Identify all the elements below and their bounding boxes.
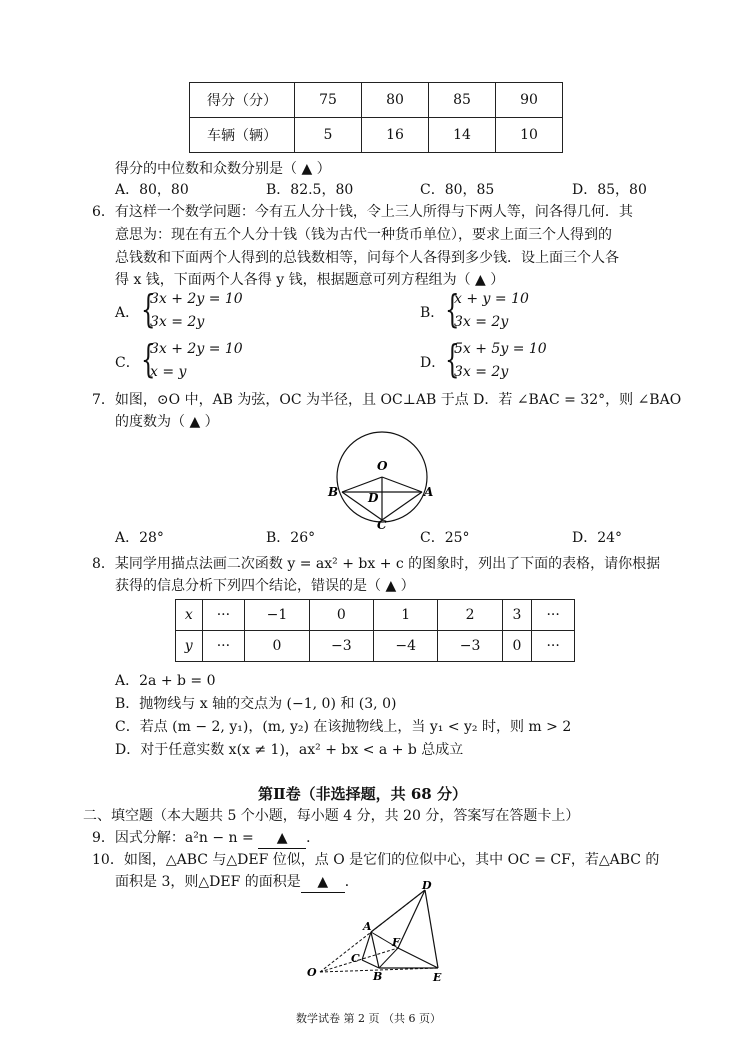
brace-icon: { — [141, 337, 156, 381]
side-bc — [362, 960, 379, 968]
label-a: A — [363, 920, 372, 933]
equation-2: 3x = 2y — [150, 314, 205, 330]
equation-2: 3x = 2y — [454, 364, 509, 380]
table-cell: 5 — [295, 118, 362, 153]
option-label: A． — [115, 305, 140, 321]
table-cell: 0 — [502, 631, 532, 662]
segment-ob — [342, 477, 382, 492]
section-heading: 二、填空题（本大题共 5 个小题，每小题 4 分，共 20 分，答案写在答题卡上） — [83, 808, 580, 824]
label-c: C — [351, 952, 360, 965]
table-cell: 80 — [362, 83, 429, 118]
q6-line-4: 得 x 钱，下面两个人各得 y 钱，根据题意可列方程组为（ ▲ ） — [115, 272, 505, 288]
label-d: D — [422, 880, 432, 892]
q8-option-c: C．若点 (m − 2, y₁)，(m, y₂) 在该抛物线上，当 y₁ < y₂ 时，则 m > 2 — [115, 719, 572, 735]
q8-line-1: 8．某同学用描点法画二次函数 y = ax² + bx + c 的图象时，列出了下面的表格，请你根据 — [92, 556, 661, 572]
homothety-figure — [300, 880, 460, 990]
side-fd — [398, 890, 425, 948]
table-cell: 车辆（辆） — [190, 118, 295, 153]
q5-option-a: A．80，80 — [115, 182, 189, 198]
q7-option-a: A．28° — [115, 530, 164, 546]
segment-oa — [382, 477, 422, 492]
table-cell: 3 — [502, 600, 532, 631]
side-ef — [398, 948, 438, 968]
q9 — [92, 828, 320, 849]
option-label: D． — [420, 355, 446, 371]
label-e: E — [433, 971, 442, 984]
q10-text: 面积是 3，则△DEF 的面积是 — [115, 874, 301, 890]
table-cell: y — [176, 631, 203, 662]
equation-1: 3x + 2y = 10 — [150, 291, 243, 307]
brace-icon: { — [445, 337, 460, 381]
q6-line-2: 意思为：现在有五个人分十钱（钱为古代一种货币单位），要求上面三个人得到的 — [115, 227, 612, 243]
option-label: B． — [420, 305, 445, 321]
equation-2: 3x = 2y — [454, 314, 509, 330]
q8-option-a: A．2a + b = 0 — [115, 673, 216, 689]
table-cell: 16 — [362, 118, 429, 153]
q10-line-1: 10．如图，△ABC 与△DEF 位似，点 O 是它们的位似中心，其中 OC = CF，若△ABC 的 — [92, 852, 660, 868]
equation-2: x = y — [150, 364, 187, 380]
table-cell: 2 — [438, 600, 502, 631]
q9-end: ． — [306, 830, 321, 846]
brace-icon: { — [445, 287, 460, 331]
table-cell: −3 — [309, 631, 373, 662]
side-ab — [371, 932, 379, 968]
q7-line-2: 的度数为（ ▲ ） — [115, 414, 219, 430]
page-footer: 数学试卷 第 2 页 （共 6 页） — [296, 1012, 441, 1025]
q7-option-b: B．26° — [266, 530, 316, 546]
table-cell: 0 — [245, 631, 309, 662]
table-cell: ··· — [532, 600, 575, 631]
score-table — [189, 82, 563, 153]
q10-end: ． — [344, 874, 359, 890]
table-cell: ··· — [532, 631, 575, 662]
table-cell: ··· — [202, 631, 245, 662]
equation-1: x + y = 10 — [454, 291, 529, 307]
q7-option-d: D．24° — [572, 530, 623, 546]
q5-option-d: D．85，80 — [572, 182, 647, 198]
label-b: B — [373, 970, 383, 983]
equation-1: 3x + 2y = 10 — [150, 341, 243, 357]
label-b: B — [328, 485, 339, 499]
q6-line-3: 总钱数和下面两个人得到的总钱数相等，问每个人各得到多少钱．设上面三个人各 — [115, 250, 619, 266]
triangle-icon: ▲ — [317, 874, 329, 890]
table-cell: 90 — [496, 83, 563, 118]
q5-option-b: B．82.5，80 — [266, 182, 354, 198]
section-title: 第Ⅱ卷（非选择题，共 68 分） — [258, 785, 467, 803]
table-cell: 1 — [373, 600, 437, 631]
table-cell: −4 — [373, 631, 437, 662]
table-cell: −3 — [438, 631, 502, 662]
brace-icon: { — [141, 287, 156, 331]
label-d: D — [368, 491, 379, 505]
q7-line-1: 7．如图，⊙O 中，AB 为弦，OC 为半径，且 OC⊥AB 于点 D．若 ∠BAC = 32°，则 ∠BAO — [92, 392, 682, 408]
q5-stem: 得分的中位数和众数分别是（ ▲ ） — [115, 161, 331, 177]
table-cell: 0 — [309, 600, 373, 631]
function-table — [175, 599, 575, 662]
answer-blank — [258, 828, 306, 849]
side-ca — [362, 932, 371, 960]
label-o: O — [307, 966, 317, 979]
q7-option-c: C．25° — [420, 530, 470, 546]
option-label: C． — [115, 355, 140, 371]
table-cell: −1 — [245, 600, 309, 631]
triangle-icon: ▲ — [276, 830, 288, 846]
q8-option-d: D．对于任意实数 x(x ≠ 1)，ax² + bx < a + b 总成立 — [115, 742, 464, 758]
q6-line-1: 6．有这样一个数学问题：今有五人分十钱，令上三人所得与下两人等，问各得几何．其 — [92, 204, 633, 220]
q9-text: 9．因式分解：a²n − n = — [92, 830, 259, 846]
table-cell: 得分（分） — [190, 83, 295, 118]
table-cell: 14 — [429, 118, 496, 153]
label-o: O — [377, 459, 388, 473]
side-de — [425, 890, 438, 968]
table-cell: 10 — [496, 118, 563, 153]
table-cell: ··· — [202, 600, 245, 631]
label-f: F — [392, 936, 400, 949]
table-cell: 85 — [429, 83, 496, 118]
q5-option-c: C．80，85 — [420, 182, 495, 198]
q8-line-2: 获得的信息分析下列四个结论，错误的是（ ▲ ） — [115, 578, 415, 594]
circle-figure — [325, 430, 445, 530]
label-a: A — [424, 485, 434, 499]
equation-1: 5x + 5y = 10 — [454, 341, 547, 357]
segment-ad — [371, 890, 425, 932]
table-cell: x — [176, 600, 203, 631]
label-c: C — [377, 518, 387, 530]
q8-option-b: B．抛物线与 x 轴的交点为 (−1, 0) 和 (3, 0) — [115, 696, 397, 712]
table-cell: 75 — [295, 83, 362, 118]
